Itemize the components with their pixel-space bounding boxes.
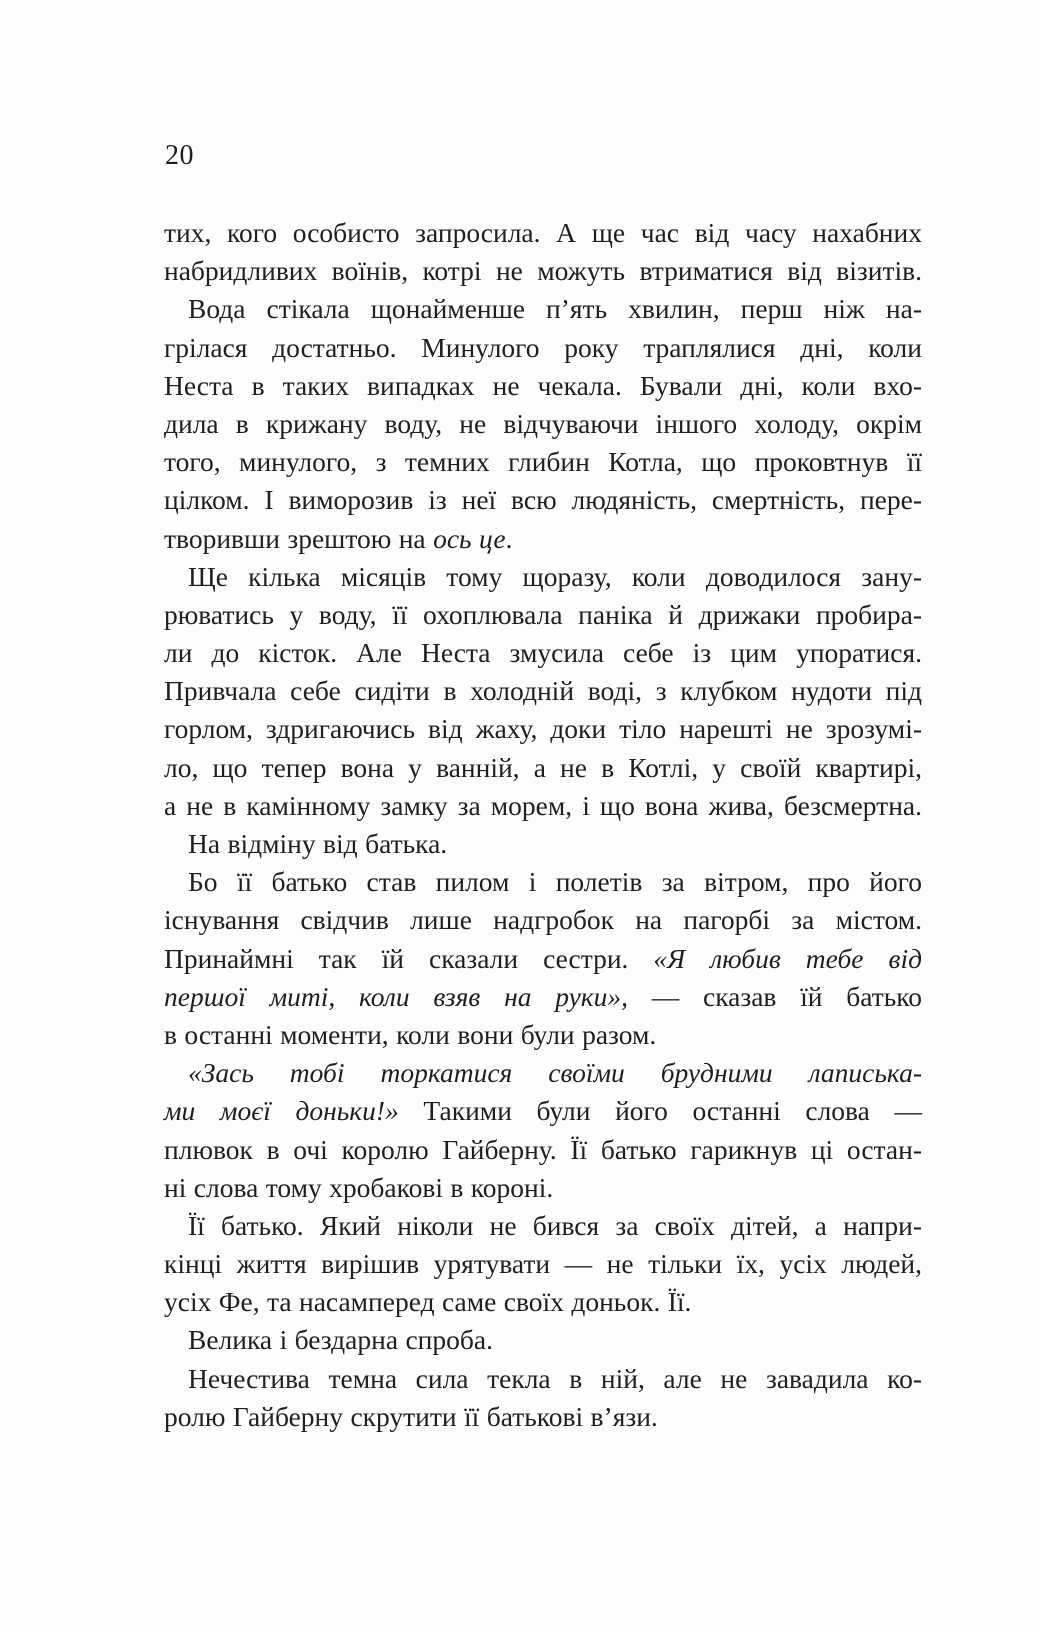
text-line: [164, 672, 922, 710]
text-run: грілася достатньо. Минулого року траплялися дні, коли: [164, 331, 922, 363]
text-run: кінці життя вирішив урятувати — не тільки їх, усіх людей,: [164, 1248, 922, 1280]
italic-text-run: «Зась тобі торкатися своїми брудними лаписька-: [188, 1057, 922, 1089]
text-line: [164, 290, 922, 328]
text-line: [164, 1283, 922, 1321]
text-run: в останні моменти, коли вони були разом.: [164, 1018, 657, 1050]
text-line: [164, 1321, 922, 1359]
text-line: [164, 940, 922, 978]
italic-text-run: ось це: [433, 522, 506, 554]
text-run: того, минулого, з темних глибин Котла, що проковтнув її: [164, 446, 922, 478]
text-line: [164, 252, 922, 290]
text-line: [164, 1207, 922, 1245]
text-run: На відміну від батька.: [188, 828, 448, 859]
text-run: ло, що тепер вона у ванній, а не в Котлі, у своїй квартирі,: [164, 751, 922, 783]
page-number: 20: [165, 140, 194, 171]
text-run: дила в крижану воду, не відчуваючи іншого холоду, окрім: [164, 407, 922, 439]
italic-text-run: ми моєї доньки!»: [164, 1095, 399, 1127]
text-run: горлом, здригаючись від жаху, доки тіло нарешті не зрозумі-: [164, 713, 922, 745]
text-line: [164, 1245, 922, 1283]
text-line: [164, 520, 922, 558]
text-line: [164, 787, 922, 825]
text-line: [164, 710, 922, 748]
text-run: — сказав їй батько: [628, 980, 922, 1012]
text-line: [164, 405, 922, 443]
text-run: Такими були його останні слова —: [398, 1095, 922, 1127]
text-run: а не в камінному замку за морем, і що вона жива, безсмертна.: [164, 789, 922, 821]
text-run: Привчала себе сидіти в холодній воді, з клубком нудоти під: [164, 675, 922, 707]
text-run: рюватись у воду, її охоплювала паніка й дрижаки пробира-: [164, 598, 922, 630]
text-line: [164, 1131, 922, 1169]
text-line: [164, 825, 922, 863]
text-run: набридливих воїнів, котрі не можуть втриматися від візитів.: [164, 255, 922, 287]
text-line: [164, 634, 922, 672]
text-line: [164, 214, 922, 252]
text-line: [164, 558, 922, 596]
text-run: існування свідчив лише надгробок на пагорбі за містом.: [164, 904, 922, 936]
text-line: [164, 1360, 922, 1398]
text-line: [164, 443, 922, 481]
text-line: [164, 596, 922, 634]
text-line: [164, 1054, 922, 1092]
text-run: творивши зрештою на: [164, 522, 434, 554]
italic-text-run: першої миті, коли взяв на руки»,: [164, 980, 629, 1012]
text-line: [164, 481, 922, 519]
text-run: Принаймні так їй сказали сестри.: [164, 942, 654, 974]
text-run: усіх Фе, та насамперед саме своїх доньок. Її.: [164, 1286, 692, 1318]
page-text: [164, 214, 922, 1436]
text-run: Велика і бездарна спроба.: [188, 1324, 493, 1356]
text-run: Її батько. Який ніколи не бився за своїх дітей, а напри-: [188, 1209, 922, 1241]
italic-text-run: «Я любив тебе від: [653, 942, 922, 974]
text-line: [164, 863, 922, 901]
text-run: ли до кісток. Але Неста змусила себе із цим упоратися.: [164, 637, 922, 669]
text-line: [164, 329, 922, 367]
text-line: [164, 749, 922, 787]
text-line: [164, 1169, 922, 1207]
text-run: цілком. І виморозив із неї всю людяність, смертність, пере-: [164, 484, 922, 516]
text-run: плювок в очі королю Гайберну. Її батько гарикнув ці остан-: [164, 1133, 922, 1165]
text-run: ролю Гайберну скрутити її батькові в’язи.: [164, 1400, 658, 1432]
text-run: Бо її батько став пилом і полетів за вітром, про його: [188, 866, 922, 898]
text-run: Неста в таких випадках не чекала. Бували дні, коли вхо-: [164, 369, 922, 401]
text-run: .: [505, 522, 513, 554]
text-line: [164, 901, 922, 939]
text-run: тих, кого особисто запросила. А ще час від часу нахабних: [164, 217, 922, 248]
text-line: [164, 367, 922, 405]
text-run: ні слова тому хробакові в короні.: [164, 1171, 554, 1203]
text-line: [164, 978, 922, 1016]
text-line: [164, 1092, 922, 1130]
text-run: Нечестива темна сила текла в ній, але не завадила ко-: [188, 1362, 922, 1394]
text-line: [164, 1398, 922, 1436]
text-run: Ще кілька місяців тому щоразу, коли доводилося зану-: [188, 560, 922, 592]
text-run: Вода стікала щонайменше п’ять хвилин, перш ніж на-: [188, 293, 922, 325]
text-line: [164, 1016, 922, 1054]
